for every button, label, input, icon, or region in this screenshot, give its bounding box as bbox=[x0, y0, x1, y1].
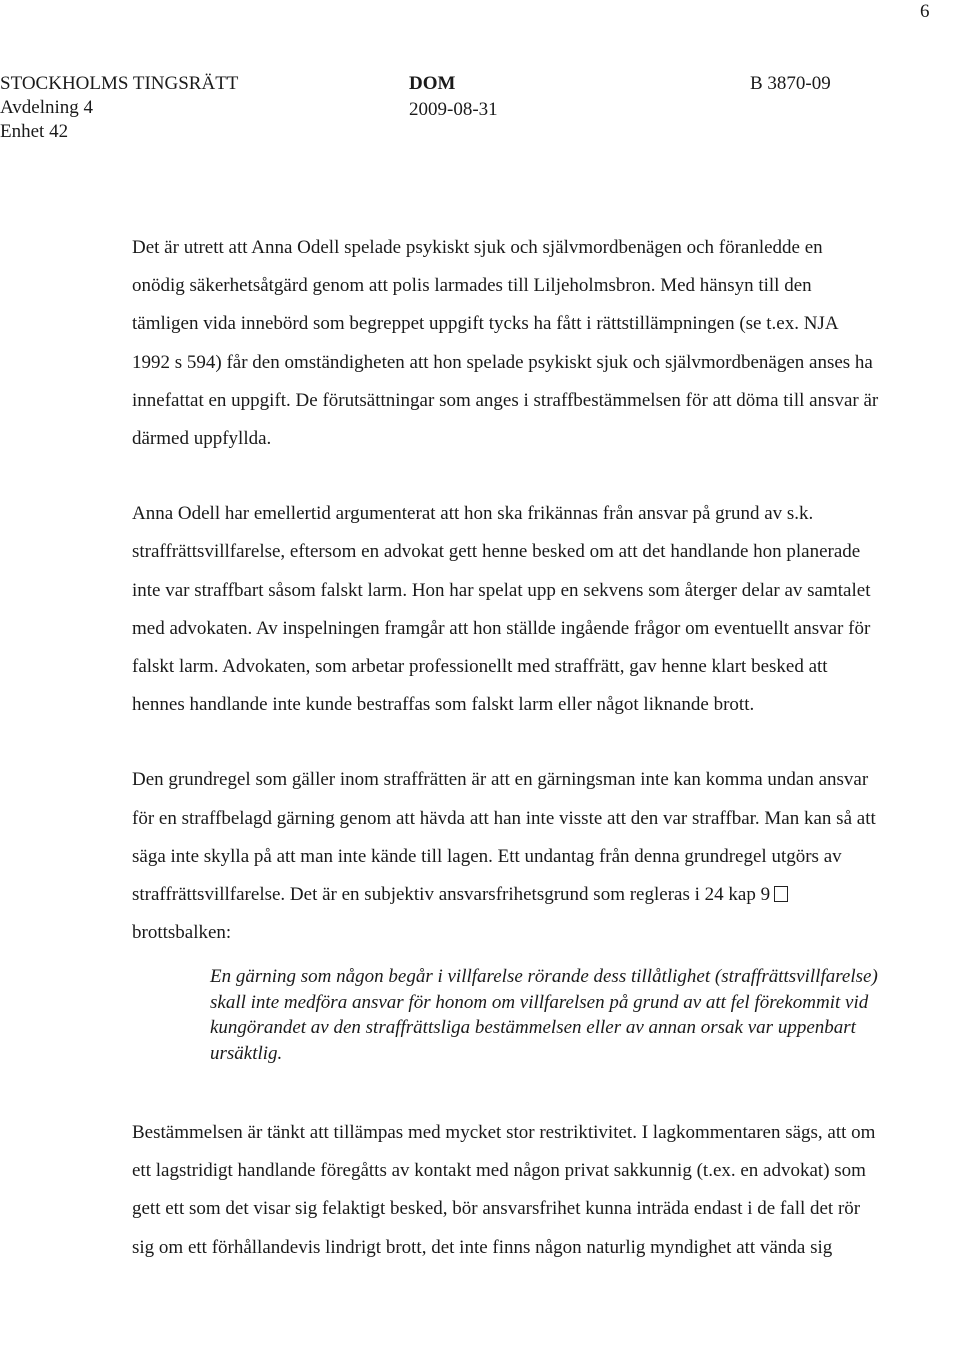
paragraph-2: Anna Odell har emellertid argumenterat att hon ska frikännas från ansvar på grund av s.k. straffrättsvillfarelse, eftersom en advokat gett henne besked om att det handlande hon planerade inte var straffbart såsom falskt larm. Hon har spelat upp en sekvens som återger delar av samtalet med advokaten. Av inspelningen framgår att hon ställde ingående frågor om eventuellt ansvar för falskt larm. Advokaten, som arbetar professionellt med straffrätt, gav henne klart besked att hennes handlande inte kunde bestraffas som falskt larm eller något liknande brott. bbox=[132, 503, 871, 716]
court-name: STOCKHOLMS TINGSRÄTT bbox=[0, 73, 239, 94]
paragraph-1: Det är utrett att Anna Odell spelade psykiskt sjuk och självmordbenägen och föranledde en onödig säkerhetsåtgärd genom att polis larmades till Liljeholmsbron. Med hänsyn till den tämligen vida innebörd som begreppet uppgift tycks ha fått i rättstillämpningen (se t.ex. NJA 1992 s 594) får den omständigheten att hon spelade psykiskt sjuk och självmordbenägen anses ha innefattat en uppgift. De förutsättningar som anges i straffbestämmelsen för att döma till ansvar är därmed uppfyllda. bbox=[132, 237, 879, 450]
section-symbol-icon bbox=[774, 886, 788, 902]
paragraph-4: Bestämmelsen är tänkt att tillämpas med mycket stor restriktivitet. I lagkommentaren sägs, att om ett lagstridigt handlande föregåtts av kontakt med någon privat sakkunnig (t.ex. en advokat) som gett ett som det visar sig felaktigt besked, bör ansvarsfrihet kunna inträda endast i de fall det rör sig om ett förhållandevis lindrigt brott, det inte finns någon naturlig myndighet att vända sig bbox=[132, 1122, 876, 1258]
division: Avdelning 4 bbox=[0, 97, 94, 118]
page-number: 6 bbox=[920, 1, 930, 22]
document-date: 2009-08-31 bbox=[409, 99, 498, 120]
paragraph-3 bbox=[132, 761, 880, 952]
paragraph-3-text: Den grundregel som gäller inom straffrätten är att en gärningsman inte kan komma undan ansvar för en straffbelagd gärning genom att hävda att han inte visste att den var straffbar. Man kan så att säga inte skylla på att man inte kände till lagen. Ett undantag från denna grundregel utgörs av straffrättsvillfarelse. Det är en subjektiv ansvarsfrihetsgrund som regleras i 24 kap 9 bbox=[132, 769, 876, 906]
document-header bbox=[0, 72, 960, 152]
paragraph-3-tail: brottsbalken: bbox=[132, 922, 232, 944]
statute-quote: En gärning som någon begår i villfarelse rörande dess tillåtlighet (straffrättsvillfarelse) skall inte medföra ansvar för honom om villfarelsen på grund av att fel förekommit vid kungörandet av den straffrättsliga bestämmelsen eller av annan orsak var uppenbart ursäktlig. bbox=[210, 966, 878, 1064]
document-type: DOM bbox=[409, 73, 456, 94]
case-number: B 3870-09 bbox=[750, 73, 831, 94]
court-block bbox=[0, 72, 238, 144]
document-body bbox=[132, 229, 880, 1267]
unit: Enhet 42 bbox=[0, 121, 69, 142]
